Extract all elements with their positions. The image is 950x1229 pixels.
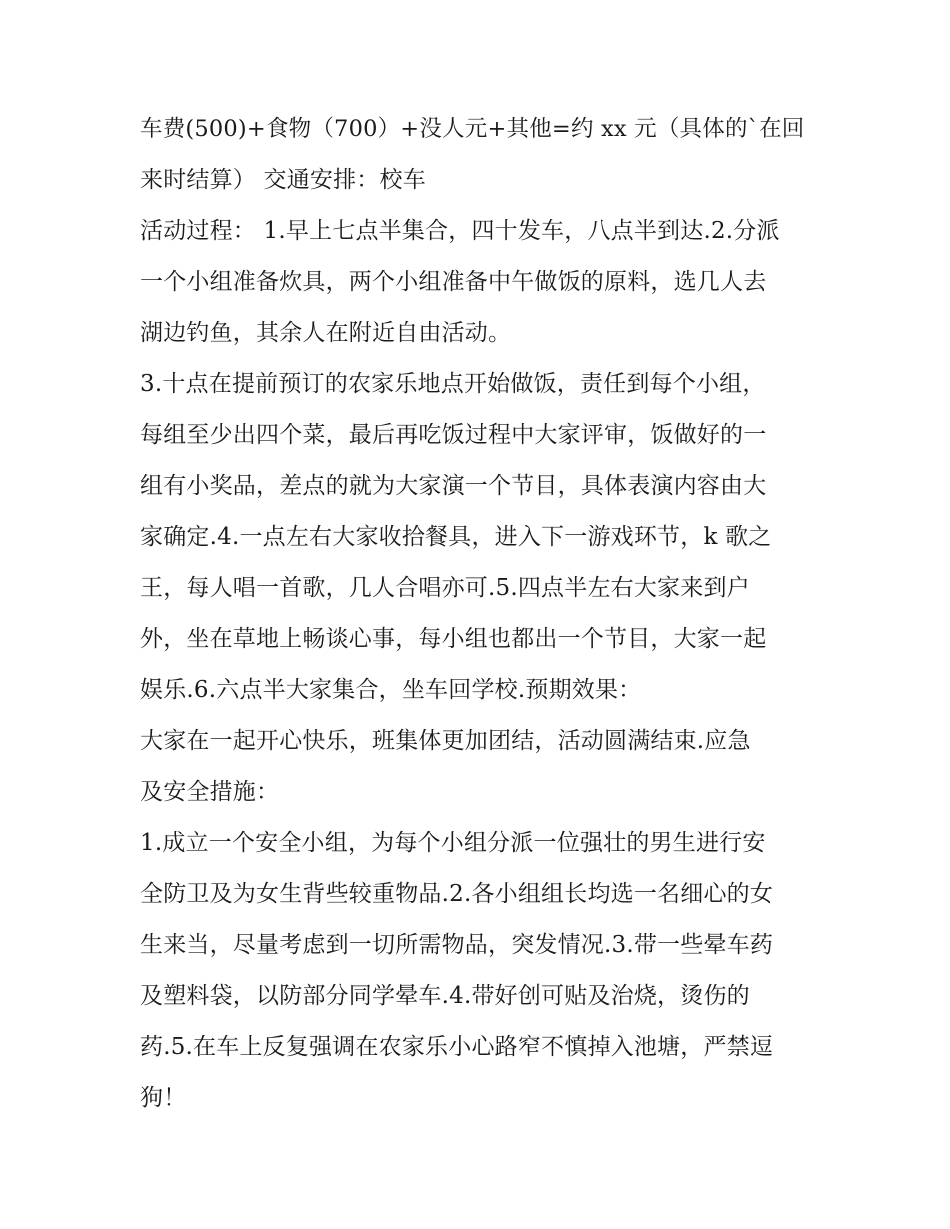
text-line: 外，坐在草地上畅谈心事，每小组也都出一个节目，大家一起 xyxy=(140,626,767,652)
text-line: 组有小奖品，差点的就为大家演一个节目，具体表演内容由大 xyxy=(140,473,767,499)
text-line: 每组至少出四个菜，最后再吃饭过程中大家评审，饭做好的一 xyxy=(140,422,767,448)
text-line: 一个小组准备炊具，两个小组准备中午做饭的原料，选几人去 xyxy=(140,269,767,295)
text-line: 来时结算） 交通安排：校车 xyxy=(140,167,426,193)
text-line: 1.成立一个安全小组，为每个小组分派一位强壮的男生进行安 xyxy=(140,830,766,856)
text-line: 全防卫及为女生背些较重物品.2.各小组组长均选一名细心的女 xyxy=(140,881,774,907)
text-line: 生来当，尽量考虑到一切所需物品，突发情况.3.带一些晕车药 xyxy=(140,932,774,958)
text-line: 3.十点在提前预订的农家乐地点开始做饭，责任到每个小组， xyxy=(140,371,766,397)
text-line: 湖边钓鱼，其余人在附近自由活动。 xyxy=(140,320,512,346)
text-line: 大家在一起开心快乐，班集体更加团结，活动圆满结束.应急 xyxy=(140,728,751,754)
text-line: 活动过程： 1.早上七点半集合，四十发车，八点半到达.2.分派 xyxy=(140,218,780,244)
text-line: 王，每人唱一首歌，几人合唱亦可.5.四点半左右大家来到户 xyxy=(140,575,750,601)
text-line: 车费(500)+食物（700）+没人元+其他=约 xx 元（具体的`在回 xyxy=(140,116,805,142)
text-line: 及安全措施： xyxy=(140,779,280,805)
text-line: 药.5.在车上反复强调在农家乐小心路窄不慎掉入池塘，严禁逗 xyxy=(140,1034,774,1060)
document-body xyxy=(140,104,810,1124)
text-line: 及塑料袋，以防部分同学晕车.4.带好创可贴及治烧，烫伤的 xyxy=(140,983,750,1009)
text-line: 狗！ xyxy=(140,1085,187,1111)
text-line: 家确定.4.一点左右大家收拾餐具，进入下一游戏环节，k 歌之 xyxy=(140,524,772,550)
text-line: 娱乐.6.六点半大家集合，坐车回学校.预期效果： xyxy=(140,677,642,703)
